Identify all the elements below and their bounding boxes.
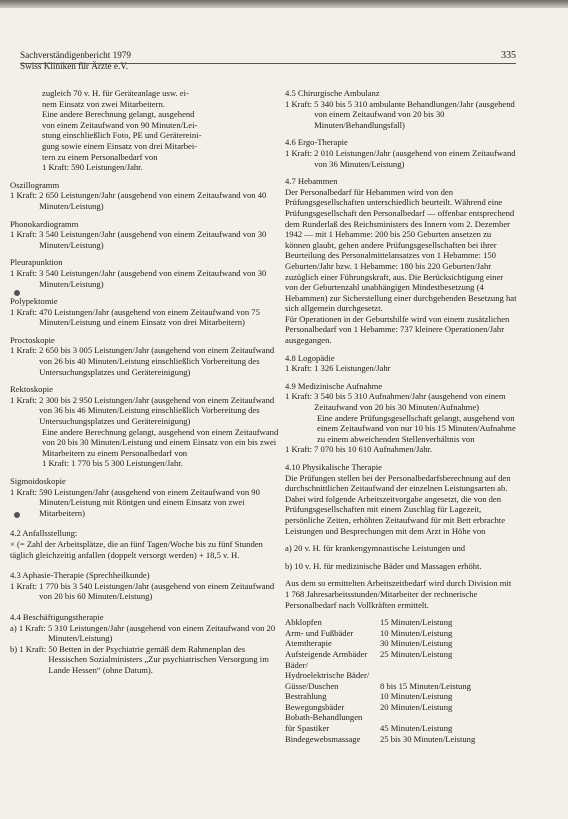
header-line-2: Swiss Kliniken für Ärzte e.V. [20, 61, 129, 71]
staffing-entry [10, 345, 280, 377]
table-row [285, 681, 517, 692]
table-cell: Bestrahlung [285, 691, 327, 702]
section-title: 4.9 Medizinische Aufnahme [285, 380, 383, 391]
section-text: × (= Zahl der Arbeitsplätze, die an fünf Tagen/Woche bis zu fünf Stunden täglich gleichzeitig anfallen (doppelt versorgt werden) + 18,5 v. H. [10, 538, 263, 560]
staffing-entry [10, 581, 280, 602]
page-number: 335 [501, 50, 516, 61]
scan-edge [0, 0, 568, 8]
table-row [285, 638, 517, 649]
section-title: Sigmoidoskopie [10, 476, 66, 486]
time-table [285, 617, 517, 744]
header-rule [20, 63, 516, 64]
table-row [285, 702, 517, 713]
text-line: Eine andere Berechnung gelangt, ausgehend [42, 109, 195, 120]
table-row [285, 670, 517, 681]
text-line: 1 Kraft: 590 Leistungen/Jahr. [42, 162, 143, 173]
section-title: 4.8 Logopädie [285, 352, 335, 363]
staffing-entry [10, 623, 280, 644]
table-cell: 15 Minuten/Leistung [380, 617, 453, 628]
entry-text: 1 770 bis 3 540 Leistungen/Jahr (ausgehend von einem Zeitaufwand von 20 bis 60 Minuten/Leistung) [39, 580, 275, 602]
table-cell [380, 670, 517, 681]
text-line: zugleich 70 v. H. für Geräteanlage usw. ei- [42, 88, 189, 98]
table-cell: Bobath-Behandlungen [285, 712, 363, 723]
entry-label: 1 Kraft: [10, 267, 40, 278]
entry-text: 2 650 Leistungen/Jahr (ausgehend von einem Zeitaufwand von 40 Minuten/Leistung) [39, 190, 267, 211]
entry-text: 50 Betten in der Psychiatrie gemäß dem Rahmenplan des Hessischen Sozialministers „Zur psychiatrischen Versorgung im Lande Hessen“ (ohne Datum). [48, 643, 269, 675]
table-cell: 20 Minuten/Leistung [380, 701, 453, 712]
staffing-entry [285, 99, 517, 131]
entry-label: 1 Kraft: [10, 394, 40, 405]
section-title: 4.6 Ergo-Therapie [285, 137, 348, 148]
section-text: Die Prüfungen stellen bei der Personalbedarfsberechnung auf den durchschnittlichen Zeitaufwand der einzelnen Leistungsarten ab. Dabei wird folgende Arbeitszeitvorgabe angesetzt, die von den Prüfungsgesellschaften mit einem Zuschlag für Lagezeit, persönliche Zeiten, erhöhten Zeitaufwand für mit Bett erbrachte Leistungen und Besprechungen mit dem Arzt in Höhe von [285, 472, 511, 536]
table-row [285, 617, 517, 628]
section-title: 4.7 Hebammen [285, 176, 338, 187]
table-cell: Hydroelektrische Bäder/ [285, 670, 370, 681]
table-cell: Arm- und Fußbäder [285, 627, 354, 638]
table-cell: Bewegungsbäder [285, 701, 345, 712]
text-line: stung einschließlich Foto, PE und Gerätereini- [42, 130, 202, 141]
table-cell: 30 Minuten/Leistung [380, 638, 453, 649]
entry-text: 3 540 Leistungen/Jahr (ausgehend von einem Zeitaufwand von 30 Minuten/Leistung) [39, 229, 267, 250]
staffing-entry [10, 307, 280, 328]
section-title: Proctoskopie [10, 334, 55, 345]
table-cell [380, 712, 517, 723]
staffing-entry [10, 190, 280, 211]
entry-label: b) 1 Kraft: [10, 643, 49, 654]
right-column [285, 88, 517, 744]
section-text: Aus dem so ermittelten Arbeitszeitbedarf wird durch Division mit 1 768 Jahresarbeitsstunden/Mitarbeiter der rechnerische Personalbedarf nach Vollkräften ermittelt. [285, 578, 512, 610]
section-text: 1 Kraft: 1 326 Leistungen/Jahr [285, 363, 391, 374]
table-cell: Aufsteigende Armbäder [285, 648, 368, 659]
staffing-entry [10, 268, 280, 289]
staffing-entry [10, 644, 280, 676]
entry-label: 1 Kraft: [10, 486, 40, 497]
entry-label: 1 Kraft: [10, 229, 40, 240]
table-cell: Bäder/ [285, 659, 308, 670]
entry-text: 470 Leistungen/Jahr (ausgehend von einem Zeitaufwand von 75 Minuten/Leistung und einem Einsatz von drei Mitarbeitern) [39, 306, 260, 328]
table-cell: 25 Minuten/Leistung [380, 648, 453, 659]
running-header [20, 50, 516, 72]
text-line: gung sowie einem Einsatz von drei Mitarbei- [42, 140, 198, 151]
entry-text: 5 340 bis 5 310 ambulante Behandlungen/Jahr (ausgehend von einem Zeitaufwand von 20 bis 30 Minuten/Behandlungsfall) [314, 98, 515, 130]
entry-text: 3 540 bis 5 310 Aufnahmen/Jahr (ausgehend von einem Zeitaufwand von 20 bis 30 Minuten/Aufnahme) [314, 391, 506, 413]
section-title: Oszillogramm [10, 179, 60, 190]
table-cell: Atemtherapie [285, 638, 332, 649]
alternative-calc: Eine andere Berechnung gelangt, ausgehend von einem Zeitaufwand von 20 bis 30 Minuten/Leistung und einem Einsatz von ein bis zwei Mitarbeitern zu einem Personalbedarf von [42, 426, 279, 458]
header-line-1: Sachverständigenbericht 1979 [20, 50, 131, 60]
entry-text: 2 300 bis 2 950 Leistungen/Jahr (ausgehend von einem Zeitaufwand von 36 bis 46 Minuten/Leistung einschließlich Vorbereitung des Untersuchungsplatzes und Gerätereinigung) [39, 394, 275, 427]
entry-label: 1 Kraft: [10, 580, 40, 591]
text-line: tern zu einem Personalbedarf von [42, 151, 158, 162]
section-title: Phonokardiogramm [10, 218, 79, 229]
section-text: b) 10 v. H. für medizinische Bäder und Massagen erhöht. [285, 560, 482, 571]
table-cell: 25 bis 30 Minuten/Leistung [380, 733, 476, 744]
table-row [285, 649, 517, 660]
entry-label: 1 Kraft: [10, 306, 40, 317]
section-title: Polypektomie [10, 296, 58, 307]
entry-text: 590 Leistungen/Jahr (ausgehend von einem Zeitaufwand von 90 Minuten/Leistung mit Röntgen und einem Einsatz von zwei Mitarbeitern) [39, 486, 260, 518]
text-line: nem Einsatz von zwei Mitarbeitern. [42, 98, 165, 109]
staffing-entry [10, 395, 280, 427]
entry-label: 1 Kraft: [285, 98, 315, 109]
section-title: 4.10 Physikalische Therapie [285, 462, 382, 472]
table-row [285, 723, 517, 734]
section-title: 4.2 Anfallsstellung: [10, 528, 78, 539]
left-column [10, 88, 280, 676]
table-cell [380, 660, 517, 671]
table-row [285, 712, 517, 723]
table-cell: 8 bis 15 Minuten/Leistung [380, 680, 471, 691]
section-title: Rektoskopie [10, 384, 53, 395]
entry-text: 3 540 Leistungen/Jahr (ausgehend von einem Zeitaufwand von 30 Minuten/Leistung) [39, 267, 267, 289]
section-text: Für Operationen in der Geburtshilfe wird von einem zusätzlichen Personalbedarf von 1 Hebamme: 737 kleinere Operationen/Jahr ausgegangen. [285, 313, 510, 346]
staffing-entry [10, 487, 280, 519]
text-line: von einem Zeitaufwand von 90 Minuten/Lei- [42, 119, 198, 130]
table-row [285, 691, 517, 702]
table-cell: Güsse/Duschen [285, 680, 339, 691]
table-cell: Bindegewebsmassage [285, 733, 361, 744]
table-cell: 10 Minuten/Leistung [380, 691, 453, 702]
section-title: 4.3 Aphasie-Therapie (Sprechheilkunde) [10, 570, 150, 581]
table-cell: für Spastiker [285, 723, 330, 734]
entry-label: 1 Kraft: [10, 345, 40, 356]
table-cell: 10 Minuten/Leistung [380, 627, 453, 638]
entry-label: 1 Kraft: [10, 190, 40, 201]
entry-text: 2 010 Leistungen/Jahr (ausgehend von einem Zeitaufwand von 36 Minuten/Leistung) [314, 147, 516, 169]
section-text: Der Personalbedarf für Hebammen wird von den Prüfungsgesellschaften unterschiedlich beurteilt. Während eine Prüfungsgesellschaft den Personalbedarf — offenbar entsprechend dem Runderlaß des Reichsministers des Innern vom 2. Dezember 1942 — mit 1 Hebamme: 200 bis 250 Geburten ansetzen zu können glaubt, gehen andere Prüfungsgesellschaften bei ihrer Beurteilung des Personalmittelansatzes von 1 Hebamme: 150 Geburten/Jahr bzw. 1 Hebamme: 180 bis 220 Geburten/Jahr zuzüglich einer Führungskraft, aus. Die Berücksichtigung einer von der Geburtenzahl unabhängigen Mindestbesetzung (4 Hebammen) zur Sicherstellung einer durchgehenden Besetzung hat sich allgemein durchgesetzt. [285, 186, 517, 314]
alternative-calc: Eine andere Prüfungsgesellschaft gelangt, ausgehend von einem Zeitaufwand von nur 10 bis 15 Minuten/Aufnahme zu einem abweichenden Stellenverhältnis von [317, 412, 516, 444]
staffing-entry [285, 148, 517, 169]
staffing-entry [285, 391, 517, 412]
table-row [285, 628, 517, 639]
entry-label: 1 Kraft: [285, 147, 315, 158]
staffing-entry [10, 229, 280, 250]
entry-text: 2 650 bis 3 005 Leistungen/Jahr (ausgehend von einem Zeitaufwand von 26 bis 40 Minuten/Leistung einschließlich Vorbereitung des Untersuchungsplatzes und Gerätereinigung) [39, 345, 275, 377]
section-title: Pleurapunktion [10, 257, 63, 268]
alternative-result: 1 Kraft: 1 770 bis 5 300 Leistungen/Jahr. [42, 458, 183, 469]
section-title: 4.4 Beschäftigungstherapie [10, 611, 104, 622]
entry-label: 1 Kraft: [285, 391, 315, 402]
table-cell: Abklopfen [285, 617, 322, 628]
continued-paragraph [10, 88, 280, 173]
alternative-result: 1 Kraft: 7 070 bis 10 610 Aufnahmen/Jahr. [285, 444, 433, 455]
entry-text: 5 310 Leistungen/Jahr (ausgehend von einem Zeitaufwand von 20 Minuten/Leistung) [47, 622, 276, 644]
table-row [285, 734, 517, 745]
section-text: a) 20 v. H. für krankengymnastische Leistungen und [285, 543, 466, 554]
entry-label: a) 1 Kraft: [10, 622, 48, 633]
table-row [285, 660, 517, 671]
table-cell: 45 Minuten/Leistung [380, 723, 453, 734]
section-title: 4.5 Chirurgische Ambulanz [285, 88, 380, 98]
